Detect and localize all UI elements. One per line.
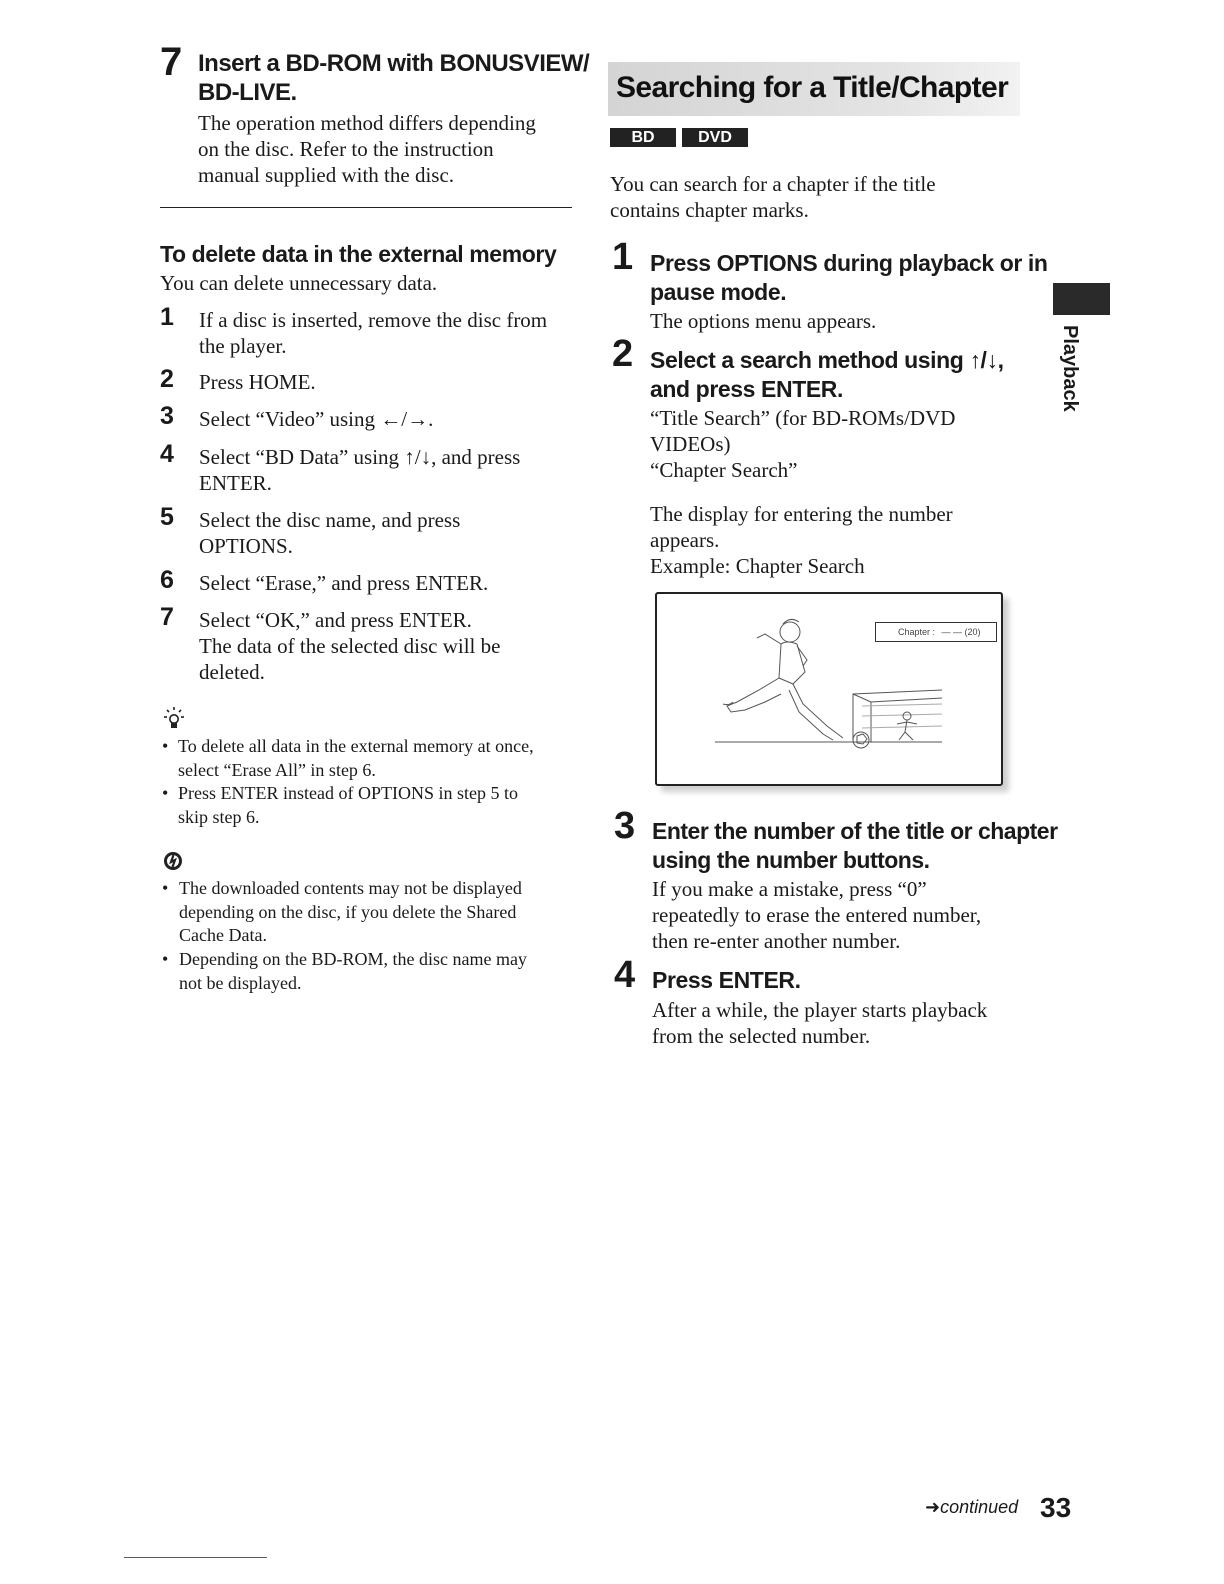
side-tab-label: Playback (1059, 325, 1081, 412)
step-text: Select the disc name, and press OPTIONS. (199, 508, 461, 558)
step-number: 7 (160, 40, 183, 84)
hint-text: To delete all data in the external memory at once, (178, 736, 534, 756)
dvd-badge: DVD (682, 128, 748, 147)
arrow-right-icon: ➜ (925, 1497, 941, 1518)
hint-text: skip step 6. (178, 806, 260, 827)
note-text: depending on the disc, if you delete the Shared (179, 901, 517, 922)
section-intro: You can search for a chapter if the title contains chapter marks. (610, 172, 936, 222)
step-text: After a while, the player starts playback from the selected number. (652, 998, 988, 1048)
divider (160, 207, 572, 208)
step-number: 3 (160, 402, 174, 430)
step-text: The options menu appears. (650, 309, 877, 333)
step-heading: Select a search method using ↑/↓, and press ENTER. (650, 347, 1004, 402)
footer-line (124, 1557, 267, 1558)
step-text: Press HOME. (199, 370, 316, 394)
note-text: Cache Data. (179, 925, 267, 945)
note-icon (163, 851, 183, 871)
step-number: 2 (612, 333, 634, 375)
chapter-value: — — (20) (941, 627, 981, 637)
step-text: Select “Erase,” and press ENTER. (199, 571, 489, 595)
step-number: 2 (160, 365, 174, 393)
step-text: Select “OK,” and press ENTER. The data of the selected disc will be deleted. (199, 608, 501, 684)
step-text: Select “Video” using ←/→. (199, 407, 434, 431)
hint-text: select “Erase All” in step 6. (178, 759, 376, 780)
section-heading: To delete data in the external memory (160, 241, 557, 267)
step-number: 7 (160, 603, 174, 631)
side-tab-label-wrap (1058, 325, 1084, 415)
step-heading: Insert a BD-ROM with BONUSVIEW/ BD-LIVE. (198, 50, 590, 106)
step-number: 4 (160, 440, 174, 468)
section-title-banner (608, 62, 1020, 116)
side-tab-marker (1053, 283, 1110, 315)
bd-badge: BD (610, 128, 676, 147)
step-number: 4 (614, 954, 636, 996)
note-text: not be displayed. (179, 972, 302, 993)
step-heading: Press OPTIONS during playback or in pause mode. (650, 250, 1048, 305)
page-title: Searching for a Title/Chapter (616, 71, 1009, 104)
section-intro: You can delete unnecessary data. (160, 271, 438, 295)
step-text: The display for entering the number appears. Example: Chapter Search (650, 502, 953, 578)
chapter-label: Chapter : (898, 627, 936, 637)
step-text: Select “BD Data” using ↑/↓, and press ENTER. (199, 445, 521, 495)
step-text: If a disc is inserted, remove the disc from the player. (199, 308, 548, 358)
step-number: 3 (614, 805, 636, 847)
step-number: 1 (160, 303, 174, 331)
soccer-player-illustration (657, 594, 1001, 784)
step-heading: Enter the number of the title or chapter using the number buttons. (652, 818, 1058, 873)
step-heading: Press ENTER. (652, 967, 801, 993)
continued-label (925, 1496, 1018, 1519)
step-text: “Title Search” (for BD-ROMs/DVD VIDEOs) “Chapter Search” (650, 406, 956, 482)
page-number: 33 (1040, 1492, 1072, 1523)
step-number: 1 (612, 236, 634, 278)
step-text: If you make a mistake, press “0” repeatedly to erase the entered number, then re-enter another number. (652, 877, 982, 953)
step-number: 6 (160, 566, 174, 594)
note-text: The downloaded contents may not be displayed (179, 878, 522, 898)
continued-text: continued (940, 1497, 1019, 1517)
step-text: The operation method differs depending on the disc. Refer to the instruction manual supplied with the disc. (198, 111, 536, 187)
hint-text: Press ENTER instead of OPTIONS in step 5 to (178, 783, 518, 803)
example-screen (655, 592, 1003, 786)
lightbulb-icon (163, 706, 185, 732)
note-text: Depending on the BD-ROM, the disc name may (179, 949, 527, 969)
step-number: 5 (160, 503, 174, 531)
